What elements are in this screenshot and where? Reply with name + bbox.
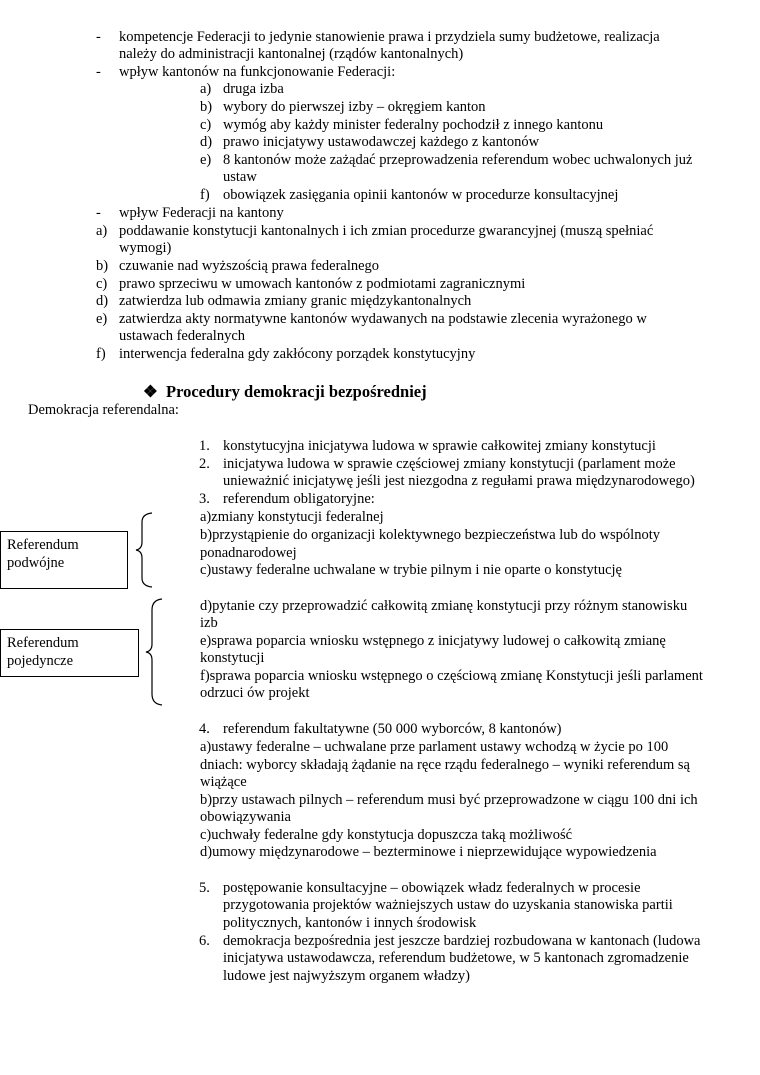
list-item-text: konstytucji	[200, 650, 265, 666]
list-item-text: izb	[200, 615, 218, 631]
list-item-text: wiążące	[200, 774, 247, 790]
list-marker: c)	[96, 276, 108, 292]
section-bullet-icon: ❖	[143, 382, 158, 401]
list-item-text: czuwanie nad wyższością prawa federalnego	[119, 258, 380, 274]
list-item-text: f)sprawa poparcia wniosku wstępnego o częściową zmianę Konstytucji jeśli parlament	[200, 668, 703, 684]
list-item-text: kompetencje Federacji to jedynie stanowienie prawa i przydziela sumy budżetowe, realizacja	[119, 29, 660, 45]
list-marker: 3.	[199, 491, 210, 507]
list-marker: a)	[200, 81, 212, 97]
list-item-text: postępowanie konsultacyjne – obowiązek władz federalnych w procesie	[223, 880, 641, 896]
list-marker: -	[96, 64, 101, 80]
list-item-text: należy do administracji kantonalnej (rządów kantonalnych)	[119, 46, 464, 62]
list-marker: d)	[200, 134, 213, 150]
list-marker: e)	[200, 152, 212, 168]
list-item-text: inicjatywa ludowa w sprawie częściowej zmiany konstytucji (parlament może	[223, 456, 676, 472]
list-marker: 6.	[199, 933, 210, 949]
list-item-text: a)zmiany konstytucji federalnej	[200, 509, 384, 525]
list-item-text: d)pytanie czy przeprowadzić całkowitą zmianę konstytucji przy różnym stanowisku	[200, 598, 688, 614]
list-item-text: wybory do pierwszej izby – okręgiem kanton	[223, 99, 486, 115]
section-heading: Procedury demokracji bezpośredniej	[166, 382, 427, 401]
list-marker: c)	[200, 117, 212, 133]
list-marker: -	[96, 205, 101, 221]
list-marker: b)	[200, 99, 213, 115]
list-item-text: obowiązywania	[200, 809, 291, 825]
list-marker: a)	[96, 223, 108, 239]
list-item-text: przygotowania projektów ważniejszych ustaw do uzyskania stanowiska partii	[223, 897, 673, 913]
list-item-text: b)przystąpienie do organizacji kolektywnego bezpieczeństwa lub do wspólnoty	[200, 527, 660, 543]
list-item-text: obowiązek zasięgania opinii kantonów w procedurze konsultacyjnej	[223, 187, 619, 203]
list-item-text: druga izba	[223, 81, 284, 97]
list-item-text: referendum obligatoryjne:	[223, 491, 375, 507]
list-item-text: e)sprawa poparcia wniosku wstępnego z inicjatywy ludowej o całkowitą zmianę	[200, 633, 666, 649]
list-item-text: ludowe jest najwyższym organem władzy)	[223, 968, 470, 984]
list-marker: 4.	[199, 721, 210, 737]
list-item-text: wpływ kantonów na funkcjonowanie Federacji:	[119, 64, 396, 80]
list-item-text: prawo inicjatywy ustawodawczej każdego z kantonów	[223, 134, 540, 150]
list-marker: -	[96, 29, 101, 45]
list-item-text: wpływ Federacji na kantony	[119, 205, 284, 221]
list-item-text: ustawach federalnych	[119, 328, 246, 344]
list-item-text: politycznych, kantonów i innych środowisk	[223, 915, 477, 931]
list-item-text: wymogi)	[119, 240, 172, 256]
list-item-text: ustaw	[223, 169, 257, 185]
list-item-text: odrzuci ów projekt	[200, 685, 310, 701]
list-item-text: c)uchwały federalne gdy konstytucja dopuszcza taką możliwość	[200, 827, 573, 843]
list-marker: 1.	[199, 438, 210, 454]
list-marker: d)	[96, 293, 109, 309]
list-item-text: c)ustawy federalne uchwalane w trybie pilnym i nie oparte o konstytucję	[200, 562, 622, 578]
single-referendum-label: Referendum	[7, 635, 79, 651]
single-referendum-label-box	[0, 629, 139, 677]
list-item-text: wymóg aby każdy minister federalny pochodził z innego kantonu	[223, 117, 604, 133]
list-item-text: unieważnić inicjatywę jeśli jest niezgodna z regułami prawa międzynarodowego)	[223, 473, 695, 489]
list-marker: 2.	[199, 456, 210, 472]
list-item-text: poddawanie konstytucji kantonalnych i ich zmian procedurze gwarancyjnej (muszą spełniać	[119, 223, 654, 239]
list-item-text: referendum fakultatywne (50 000 wyborców, 8 kantonów)	[223, 721, 562, 737]
list-item-text: zatwierdza akty normatywne kantonów wydawanych na podstawie zlecenia wyrażonego w	[119, 311, 647, 327]
double-referendum-label-box	[0, 531, 128, 589]
list-item-text: a)ustawy federalne – uchwalane prze parlament ustawy wchodzą w życie po 100	[200, 739, 669, 755]
list-item-text: interwencja federalna gdy zakłócony porządek konstytucyjny	[119, 346, 476, 362]
list-item-text: ponadnarodowej	[200, 545, 297, 561]
list-item-text: dniach: wyborcy składają żądanie na ręce rządu federalnego – wyniki referendum są	[200, 757, 690, 773]
list-marker: 5.	[199, 880, 210, 896]
list-item-text: inicjatywa ustawodawcza, referendum budżetowe, w 5 kantonach zgromadzenie	[223, 950, 689, 966]
list-item-text: zatwierdza lub odmawia zmiany granic międzykantonalnych	[119, 293, 472, 309]
single-referendum-label: pojedyncze	[7, 652, 74, 669]
section-intro: Demokracja referendalna:	[28, 402, 179, 418]
curly-brace-icon	[144, 598, 166, 706]
double-referendum-label: podwójne	[7, 554, 65, 571]
list-marker: f)	[96, 346, 106, 362]
list-marker: b)	[96, 258, 109, 274]
list-item-text: konstytucyjna inicjatywa ludowa w sprawie całkowitej zmiany konstytucji	[223, 438, 656, 454]
list-item-text: 8 kantonów może zażądać przeprowadzenia referendum wobec uchwalonych już	[223, 152, 693, 168]
list-item-text: b)przy ustawach pilnych – referendum musi być przeprowadzone w ciągu 100 dni ich	[200, 792, 698, 808]
list-marker: f)	[200, 187, 210, 203]
list-item-text: prawo sprzeciwu w umowach kantonów z podmiotami zagranicznymi	[119, 276, 526, 292]
list-item-text: d)umowy międzynarodowe – bezterminowe i nieprzewidujące wypowiedzenia	[200, 844, 657, 860]
curly-brace-icon	[134, 512, 156, 588]
list-marker: e)	[96, 311, 108, 327]
double-referendum-label: Referendum	[7, 537, 79, 553]
list-item-text: demokracja bezpośrednia jest jeszcze bardziej rozbudowana w kantonach (ludowa	[223, 933, 701, 949]
